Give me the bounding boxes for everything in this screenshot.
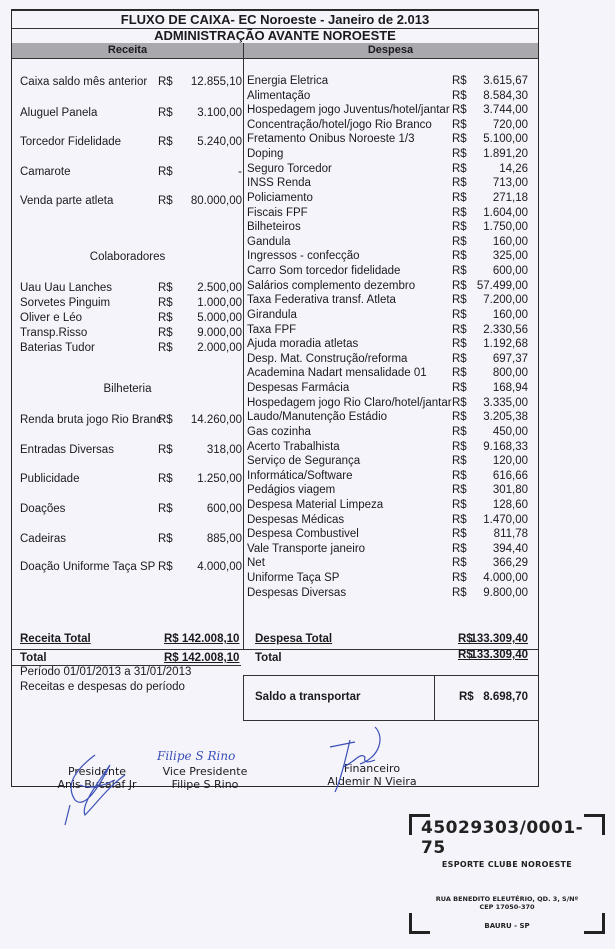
despesa-item-currency: R$ [452, 177, 467, 189]
despesa-item-value: 160,00 [492, 236, 528, 248]
saldo-divider [434, 676, 435, 720]
despesa-item-value: 3.335,00 [483, 397, 528, 409]
period-line-1: Período 01/01/2013 a 31/01/2013 [20, 666, 192, 678]
despesa-item-value: 800,00 [492, 367, 528, 379]
saldo-label: Saldo a transportar [255, 691, 361, 703]
receita-item-currency: R$ [158, 561, 173, 573]
despesa-item-label: Despesas Diversas [247, 587, 347, 599]
despesa-item-value: 325,00 [492, 250, 528, 262]
despesa-item-label: Pedágios viagem [247, 484, 336, 496]
despesa-item-label: Girandula [247, 309, 297, 321]
despesa-row [12, 264, 538, 278]
despesa-item-value: 3.744,00 [483, 104, 528, 116]
despesa-row [12, 191, 538, 205]
despesa-row [12, 89, 538, 103]
financeiro-signature-scribble-icon [315, 722, 395, 792]
receita-item-value: 1.250,00 [197, 473, 242, 485]
despesa-row [12, 396, 538, 410]
despesa-item-value: 14,26 [499, 163, 528, 175]
despesa-item-value: 5.100,00 [483, 133, 528, 145]
despesa-row [12, 498, 538, 512]
despesa-item-label: Taxa Federativa transf. Atleta [247, 294, 396, 306]
despesa-item-value: 8.584,30 [483, 90, 528, 102]
receita-item-value: 5.000,00 [197, 312, 242, 324]
receita-header: Receita [107, 44, 148, 56]
despesa-item-currency: R$ [452, 90, 467, 102]
despesa-item-currency: R$ [452, 514, 467, 526]
despesa-row [12, 513, 538, 527]
total-right-currency: R$ [458, 649, 473, 661]
stamp-address [407, 895, 607, 911]
stamp-address-line-1: RUA BENEDITO ELEUTÉRIO, QD. 3, S/Nº [435, 895, 579, 903]
despesa-item-value: 1.192,68 [483, 338, 528, 350]
receita-item-value: 5.240,00 [197, 136, 242, 148]
despesa-item-value: 7.200,00 [483, 294, 528, 306]
despesa-item-label: Gas cozinha [247, 426, 311, 438]
despesa-item-label: Ajuda moradia atletas [247, 338, 359, 350]
despesa-item-label: Ingressos - confecção [247, 250, 360, 262]
despesa-item-label: Hospedagem jogo Juventus/hotel/jantar [247, 104, 450, 116]
despesa-item-value: 394,40 [492, 543, 528, 555]
despesa-item-value: 1.750,00 [483, 221, 528, 233]
signature-role: Financeiro [343, 762, 401, 775]
receita-item-value: 3.100,00 [197, 107, 242, 119]
despesa-row [12, 162, 538, 176]
despesa-item-value: 450,00 [492, 426, 528, 438]
despesa-item-value: 301,80 [492, 484, 528, 496]
signature-role: Presidente [67, 765, 127, 778]
receita-item-value: 12.855,10 [190, 76, 242, 88]
despesa-row [12, 556, 538, 570]
despesa-total-label: Despesa Total [255, 633, 333, 645]
signature-name: Anis Bucalaf Jr [57, 778, 137, 791]
receita-item-value: 80.000,00 [190, 195, 242, 207]
despesa-item-value: 2.330,56 [483, 324, 528, 336]
despesa-item-currency: R$ [452, 104, 467, 116]
stamp-club-name: ESPORTE CLUBE NOROESTE [441, 860, 573, 869]
despesa-item-label: Hospedagem jogo Rio Claro/hotel/jantar [247, 397, 452, 409]
despesa-item-currency: R$ [452, 236, 467, 248]
receita-item-value: - [238, 166, 242, 178]
despesa-row [12, 410, 538, 424]
despesa-item-value: 3.205,38 [483, 411, 528, 423]
stamp-cnpj: 45029303/0001-75 [421, 818, 584, 858]
despesa-item-label: Acerto Trabalhista [247, 441, 340, 453]
receita-item-currency: R$ [158, 312, 173, 324]
despesa-item-currency: R$ [452, 338, 467, 350]
receita-item-label: Uau Uau Lanches [20, 282, 113, 294]
despesa-item-currency: R$ [452, 265, 467, 277]
despesa-item-value: 168,94 [492, 382, 528, 394]
saldo-value: 8.698,70 [483, 691, 528, 703]
receita-item-value: 4.000,00 [197, 561, 242, 573]
despesa-item-currency: R$ [452, 367, 467, 379]
despesa-item-label: Doping [247, 148, 284, 160]
receita-item-currency: R$ [158, 327, 173, 339]
despesa-row [12, 366, 538, 380]
despesa-item-label: Academina Nadart mensalidade 01 [247, 367, 427, 379]
despesa-row [12, 279, 538, 293]
receita-item-currency: R$ [158, 282, 173, 294]
despesa-item-currency: R$ [452, 294, 467, 306]
receita-item-value: 14.260,00 [190, 414, 242, 426]
despesa-item-value: 713,00 [492, 177, 528, 189]
despesa-item-label: Fiscais FPF [247, 207, 308, 219]
signature-role: Vice Presidente [162, 765, 248, 778]
despesa-row [12, 293, 538, 307]
receita-item-label: Aluguel Panela [20, 107, 98, 119]
signature-vice-presidente [150, 765, 260, 791]
saldo-currency: R$ [459, 691, 474, 703]
grand-total-row [12, 632, 538, 646]
despesa-row [12, 483, 538, 497]
receita-item-currency: R$ [158, 342, 173, 354]
despesa-item-value: 366,29 [492, 557, 528, 569]
receita-item-value: 9.000,00 [197, 327, 242, 339]
receita-item-value: 2.500,00 [197, 282, 242, 294]
despesa-item-currency: R$ [452, 470, 467, 482]
receita-item-label: Baterias Tudor [20, 342, 95, 354]
total-left-label: Total [20, 652, 47, 664]
despesa-item-currency: R$ [452, 382, 467, 394]
stamp-city: BAURU - SP [484, 922, 530, 930]
despesa-row [12, 147, 538, 161]
despesa-row [12, 176, 538, 190]
receita-total-label: Receita Total [20, 633, 91, 645]
despesa-item-currency: R$ [452, 192, 467, 204]
receita-item-currency: R$ [158, 107, 173, 119]
column-header-row [12, 43, 538, 59]
receita-item-label: Venda parte atleta [20, 195, 114, 207]
despesa-row [12, 586, 538, 600]
despesa-row [12, 454, 538, 468]
receita-item-value: 318,00 [206, 444, 242, 456]
receita-item-label: Caixa saldo mês anterior [20, 76, 148, 88]
despesa-item-value: 1.891,20 [483, 148, 528, 160]
despesa-row [12, 118, 538, 132]
despesa-total-value: 133.309,40 [470, 633, 528, 645]
receita-item-currency: R$ [158, 195, 173, 207]
document-title: FLUXO DE CAIXA- EC Noroeste - Janeiro de 2.013 [12, 11, 538, 29]
despesa-item-currency: R$ [452, 221, 467, 233]
despesa-item-value: 1.604,00 [483, 207, 528, 219]
despesa-item-currency: R$ [452, 397, 467, 409]
receita-item-currency: R$ [158, 76, 173, 88]
despesa-item-value: 616,66 [492, 470, 528, 482]
receita-item-currency: R$ [158, 414, 173, 426]
despesa-item-currency: R$ [452, 148, 467, 160]
despesa-item-currency: R$ [452, 572, 467, 584]
colaboradores-heading: Colaboradores [89, 251, 166, 263]
despesa-item-label: Carro Som torcedor fidelidade [247, 265, 401, 277]
total-row [12, 651, 538, 665]
total-left-value: R$ 142.008,10 [164, 652, 240, 664]
stamp-address-line-2: CEP 17050-370 [479, 903, 535, 911]
despesa-row [12, 337, 538, 351]
despesa-item-currency: R$ [452, 119, 467, 131]
despesa-row [12, 220, 538, 234]
despesa-item-value: 271,18 [492, 192, 528, 204]
despesa-item-currency: R$ [452, 163, 467, 175]
despesa-total-currency: R$ [458, 633, 473, 645]
receita-item-label: Sorvetes Pinguim [20, 297, 111, 309]
receita-total-value: R$ 142.008,10 [164, 633, 240, 645]
despesa-item-value: 1.470,00 [483, 514, 528, 526]
signature-name: Filipe S Rino [171, 778, 239, 791]
despesa-row [12, 425, 538, 439]
despesa-item-label: Policiamento [247, 192, 313, 204]
despesa-item-label: Net [247, 557, 265, 569]
despesa-item-currency: R$ [452, 441, 467, 453]
cash-flow-table [11, 9, 539, 791]
despesa-item-value: 811,78 [493, 528, 528, 540]
despesa-row [12, 206, 538, 220]
despesa-item-label: Serviço de Segurança [247, 455, 361, 467]
despesa-item-label: Seguro Torcedor [247, 163, 332, 175]
document-subtitle: ADMINISTRAÇÃO AVANTE NOROESTE [12, 28, 538, 44]
period-line-2: Receitas e despesas do período [20, 681, 185, 693]
despesa-row [12, 308, 538, 322]
despesa-item-currency: R$ [452, 280, 467, 292]
despesa-item-label: Concentração/hotel/jogo Rio Branco [247, 119, 432, 131]
despesa-item-value: 3.615,67 [483, 75, 528, 87]
despesa-item-label: Despesas Médicas [247, 514, 345, 526]
despesa-item-label: Vale Transporte janeiro [247, 543, 366, 555]
despesa-row [12, 352, 538, 366]
receita-item-value: 1.000,00 [197, 297, 242, 309]
receita-item-label: Doações [20, 503, 66, 515]
despesa-item-currency: R$ [452, 207, 467, 219]
despesa-row [12, 103, 538, 117]
despesa-item-currency: R$ [452, 353, 467, 365]
despesa-row [12, 74, 538, 88]
despesa-row [12, 132, 538, 146]
despesa-row [12, 527, 538, 541]
despesa-item-currency: R$ [452, 411, 467, 423]
receita-item-currency: R$ [158, 297, 173, 309]
receita-item-currency: R$ [158, 503, 173, 515]
despesa-item-label: Informática/Software [247, 470, 353, 482]
receita-item-label: Entradas Diversas [20, 444, 114, 456]
despesa-item-label: Uniforme Taça SP [247, 572, 340, 584]
despesa-row [12, 440, 538, 454]
despesa-item-label: Despesas Farmácia [247, 382, 350, 394]
receita-item-label: Camarote [20, 166, 71, 178]
receita-item-label: Transp.Risso [20, 327, 88, 339]
despesa-item-label: INSS Renda [247, 177, 311, 189]
signature-name: Aldemir N Vieira [327, 775, 417, 788]
receita-item-value: 2.000,00 [197, 342, 242, 354]
despesa-item-currency: R$ [452, 75, 467, 87]
despesa-item-value: 120,00 [492, 455, 528, 467]
despesa-item-currency: R$ [452, 324, 467, 336]
despesa-item-value: 57.499,00 [476, 280, 528, 292]
despesa-row [12, 235, 538, 249]
despesa-item-label: Bilheteiros [247, 221, 301, 233]
receita-item-currency: R$ [158, 473, 173, 485]
despesa-item-currency: R$ [452, 309, 467, 321]
despesa-item-currency: R$ [452, 499, 467, 511]
despesa-item-value: 4.000,00 [483, 572, 528, 584]
receita-item-label: Torcedor Fidelidade [20, 136, 122, 148]
despesa-item-label: Salários complemento dezembro [247, 280, 416, 292]
despesa-row [12, 469, 538, 483]
vice-presidente-handwritten-signature: Filipe S Rino [157, 749, 236, 763]
receita-item-label: Cadeiras [20, 533, 67, 545]
despesa-row [12, 323, 538, 337]
despesa-item-currency: R$ [452, 543, 467, 555]
despesa-item-label: Desp. Mat. Construção/reforma [247, 353, 408, 365]
despesa-item-currency: R$ [452, 557, 467, 569]
despesa-item-value: 600,00 [492, 265, 528, 277]
despesa-item-currency: R$ [452, 587, 467, 599]
despesa-item-currency: R$ [452, 484, 467, 496]
despesa-item-value: 9.168,33 [483, 441, 528, 453]
despesa-item-value: 9.800,00 [483, 587, 528, 599]
despesa-item-label: Alimentação [247, 90, 311, 102]
company-stamp [407, 812, 607, 938]
despesa-item-label: Gandula [247, 236, 291, 248]
despesa-item-value: 160,00 [492, 309, 528, 321]
despesa-header: Despesa [367, 44, 414, 56]
despesa-item-label: Despesa Material Limpeza [247, 499, 384, 511]
despesa-item-label: Despesa Combustivel [247, 528, 359, 540]
despesa-row [12, 571, 538, 585]
despesa-row [12, 381, 538, 395]
despesa-item-label: Fretamento Onibus Noroeste 1/3 [247, 133, 415, 145]
despesa-item-currency: R$ [452, 426, 467, 438]
despesa-item-currency: R$ [452, 133, 467, 145]
despesa-item-label: Laudo/Manutenção Estádio [247, 411, 388, 423]
despesa-item-currency: R$ [452, 250, 467, 262]
despesa-item-label: Energia Eletrica [247, 75, 329, 87]
receita-item-currency: R$ [158, 136, 173, 148]
receita-item-value: 600,00 [206, 503, 242, 515]
despesa-item-value: 697,37 [492, 353, 528, 365]
receita-item-label: Publicidade [20, 473, 80, 485]
despesa-item-currency: R$ [452, 455, 467, 467]
receita-item-label: Oliver e Léo [20, 312, 83, 324]
despesa-item-currency: R$ [452, 528, 467, 540]
despesa-item-value: 720,00 [492, 119, 528, 131]
despesa-item-label: Taxa FPF [247, 324, 297, 336]
receita-item-currency: R$ [158, 533, 173, 545]
total-right-value: 133.309,40 [470, 649, 528, 661]
receita-item-label: Doação Uniforme Taça SP [20, 561, 156, 573]
despesa-row [12, 249, 538, 263]
presidente-signature-scribble-icon [55, 745, 135, 825]
receita-item-value: 885,00 [206, 533, 242, 545]
bilheteria-heading: Bilheteria [103, 383, 152, 395]
despesa-row [12, 542, 538, 556]
receita-item-currency: R$ [158, 444, 173, 456]
despesa-item-value: 128,60 [492, 499, 528, 511]
receita-item-currency: R$ [158, 166, 173, 178]
saldo-box [243, 675, 538, 721]
receita-item-label: Renda bruta jogo Rio Branc [20, 414, 162, 426]
total-right-label: Total [255, 652, 282, 664]
